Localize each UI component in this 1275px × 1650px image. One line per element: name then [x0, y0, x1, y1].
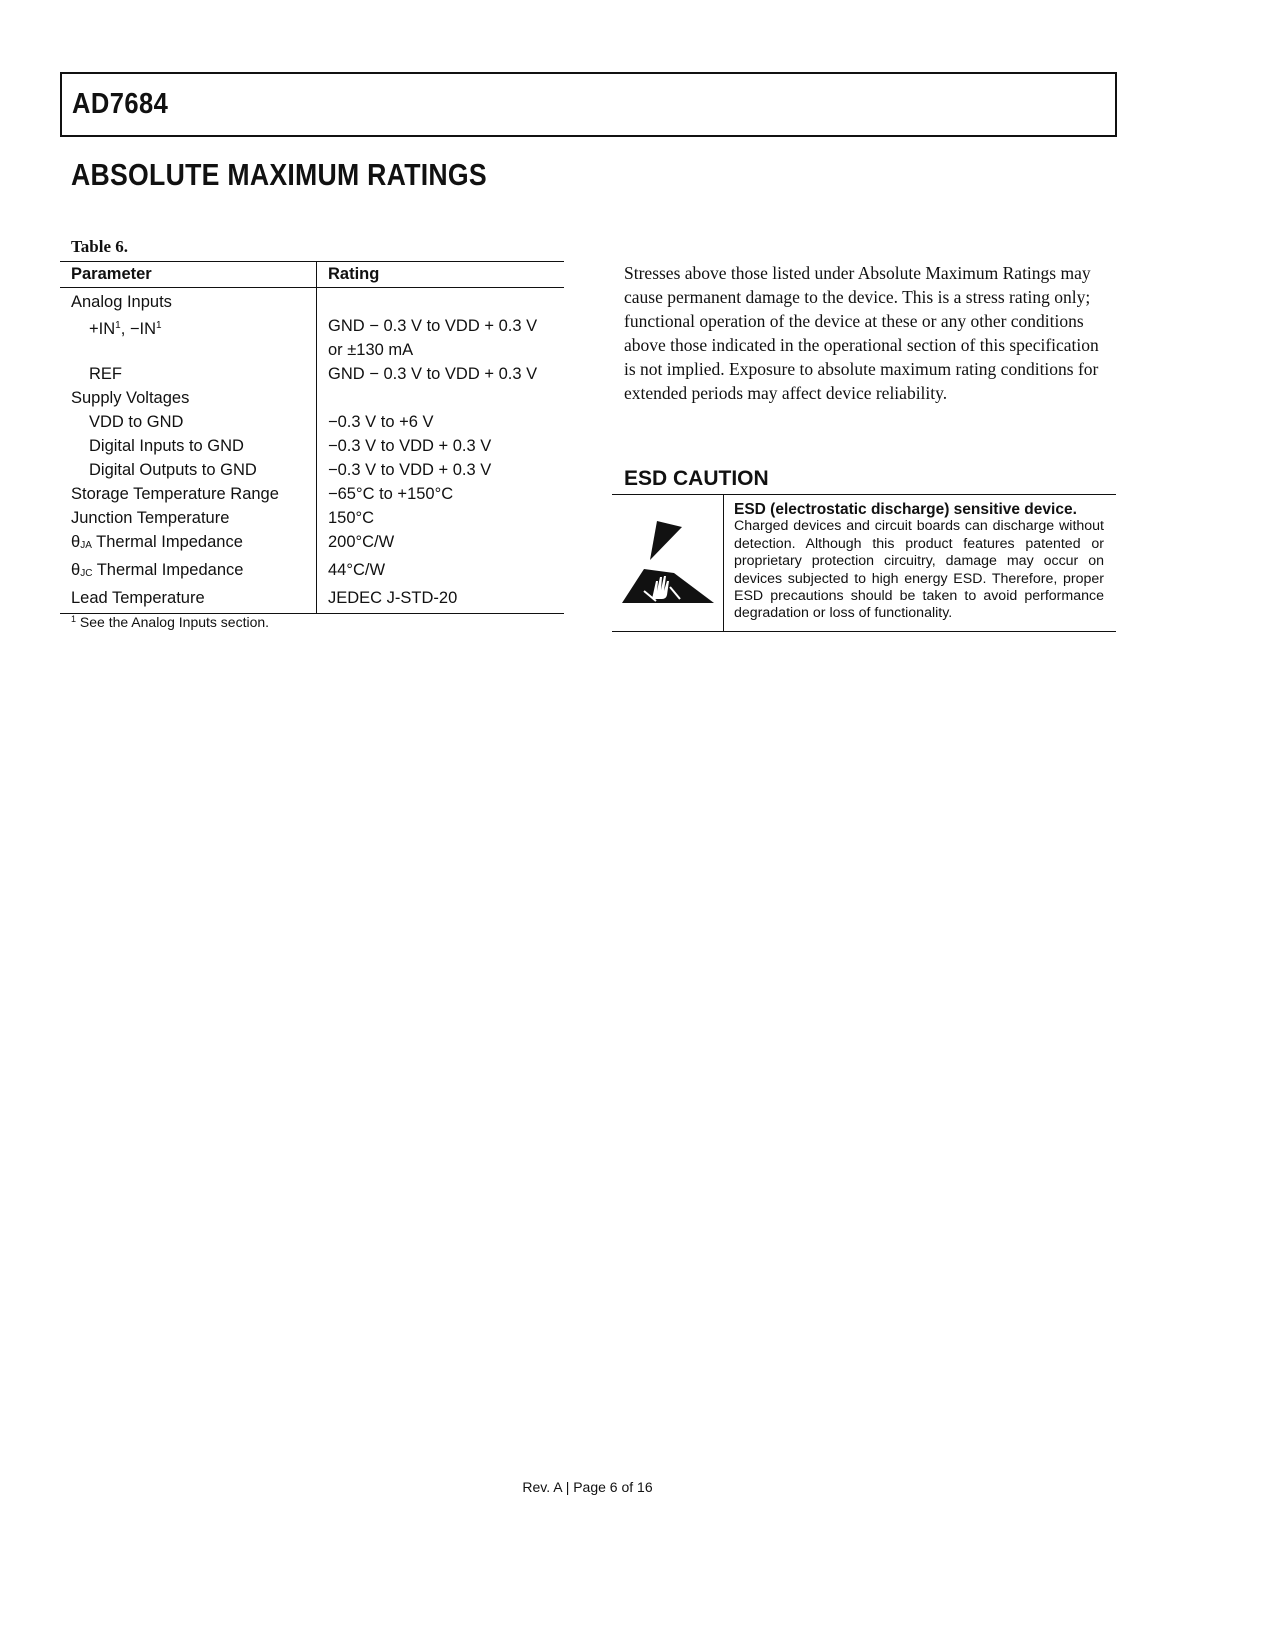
page-title: ABSOLUTE MAXIMUM RATINGS	[71, 157, 487, 192]
parameter-cell: Digital Outputs to GND	[60, 458, 317, 482]
table-row	[60, 314, 564, 362]
parameter-cell	[60, 314, 317, 362]
header-box	[60, 72, 1117, 137]
column-header-rating: Rating	[317, 262, 565, 288]
esd-lead: ESD (electrostatic discharge) sensitive device.	[734, 501, 1077, 518]
table-row	[60, 386, 564, 410]
parameter-cell: $\theta_{JA}$ Thermal Impedance	[60, 530, 317, 558]
parameter-cell: Supply Voltages	[60, 386, 317, 410]
table-row	[60, 558, 564, 586]
parameter-cell: Digital Inputs to GND	[60, 434, 317, 458]
table-row	[60, 410, 564, 434]
page-footer	[0, 1479, 1275, 1495]
table-row	[60, 530, 564, 558]
esd-body: Charged devices and circuit boards can discharge without detection. Although this product features patented or proprietary protection circuitry, damage may occur on devices subjected to high energy ESD. Therefore, proper ESD precautions should be taken to avoid performance degradation or loss of functionality.	[734, 518, 1104, 622]
table-header-row	[60, 262, 564, 288]
part-number: AD7684	[72, 88, 169, 120]
esd-text	[734, 501, 1104, 623]
table-row	[60, 288, 564, 315]
parameter-cell: REF	[60, 362, 317, 386]
page-label: Rev. A | Page 6 of 16	[522, 1479, 653, 1495]
rating-line: or ±130 mA	[328, 341, 414, 359]
rating-line: GND − 0.3 V to VDD + 0.3 V	[328, 317, 538, 335]
rating-cell: JEDEC J-STD-20	[317, 586, 565, 614]
parameter-cell: Storage Temperature Range	[60, 482, 317, 506]
table-row	[60, 458, 564, 482]
rating-cell: GND − 0.3 V to VDD + 0.3 V	[328, 365, 538, 383]
ratings-table	[60, 261, 564, 614]
rating-cell: 200°C/W	[328, 533, 395, 551]
parameter-in-label: $+IN^1$, $-IN^1$	[89, 320, 162, 338]
esd-warning-icon	[622, 521, 714, 607]
esd-icon-cell	[612, 495, 724, 631]
esd-heading: ESD CAUTION	[624, 467, 769, 490]
rating-cell: 44°C/W	[328, 561, 386, 579]
table-row	[60, 482, 564, 506]
rating-cell: −0.3 V to VDD + 0.3 V	[328, 461, 492, 479]
table-row	[60, 434, 564, 458]
parameter-cell: VDD to GND	[60, 410, 317, 434]
rating-cell	[317, 288, 565, 315]
parameter-cell: $\theta_{JC}$ Thermal Impedance	[60, 558, 317, 586]
rating-cell: −65°C to +150°C	[328, 485, 454, 503]
parameter-cell: Lead Temperature	[60, 586, 317, 614]
esd-caution-box	[612, 494, 1116, 632]
table-footnote: $^1$ See the Analog Inputs section.	[71, 614, 270, 630]
rating-cell: 150°C	[328, 509, 375, 527]
rating-cell	[317, 386, 565, 410]
table-caption: Table 6.	[71, 237, 129, 256]
table-row	[60, 506, 564, 530]
rating-cell	[317, 314, 565, 362]
rating-cell: −0.3 V to VDD + 0.3 V	[328, 437, 492, 455]
stress-paragraph: Stresses above those listed under Absolute Maximum Ratings may cause permanent damage to the device. This is a stress rating only; functional operation of the device at these or any other conditions above those indicated in the operational section of this specification is not implied. Exposure to absolute maximum rating conditions for extended periods may affect device reliability.	[624, 263, 1099, 403]
parameter-cell: Analog Inputs	[60, 288, 317, 315]
column-header-parameter: Parameter	[60, 262, 317, 288]
rating-cell: −0.3 V to +6 V	[328, 413, 434, 431]
parameter-cell: Junction Temperature	[60, 506, 317, 530]
table-row	[60, 586, 564, 614]
table-row	[60, 362, 564, 386]
